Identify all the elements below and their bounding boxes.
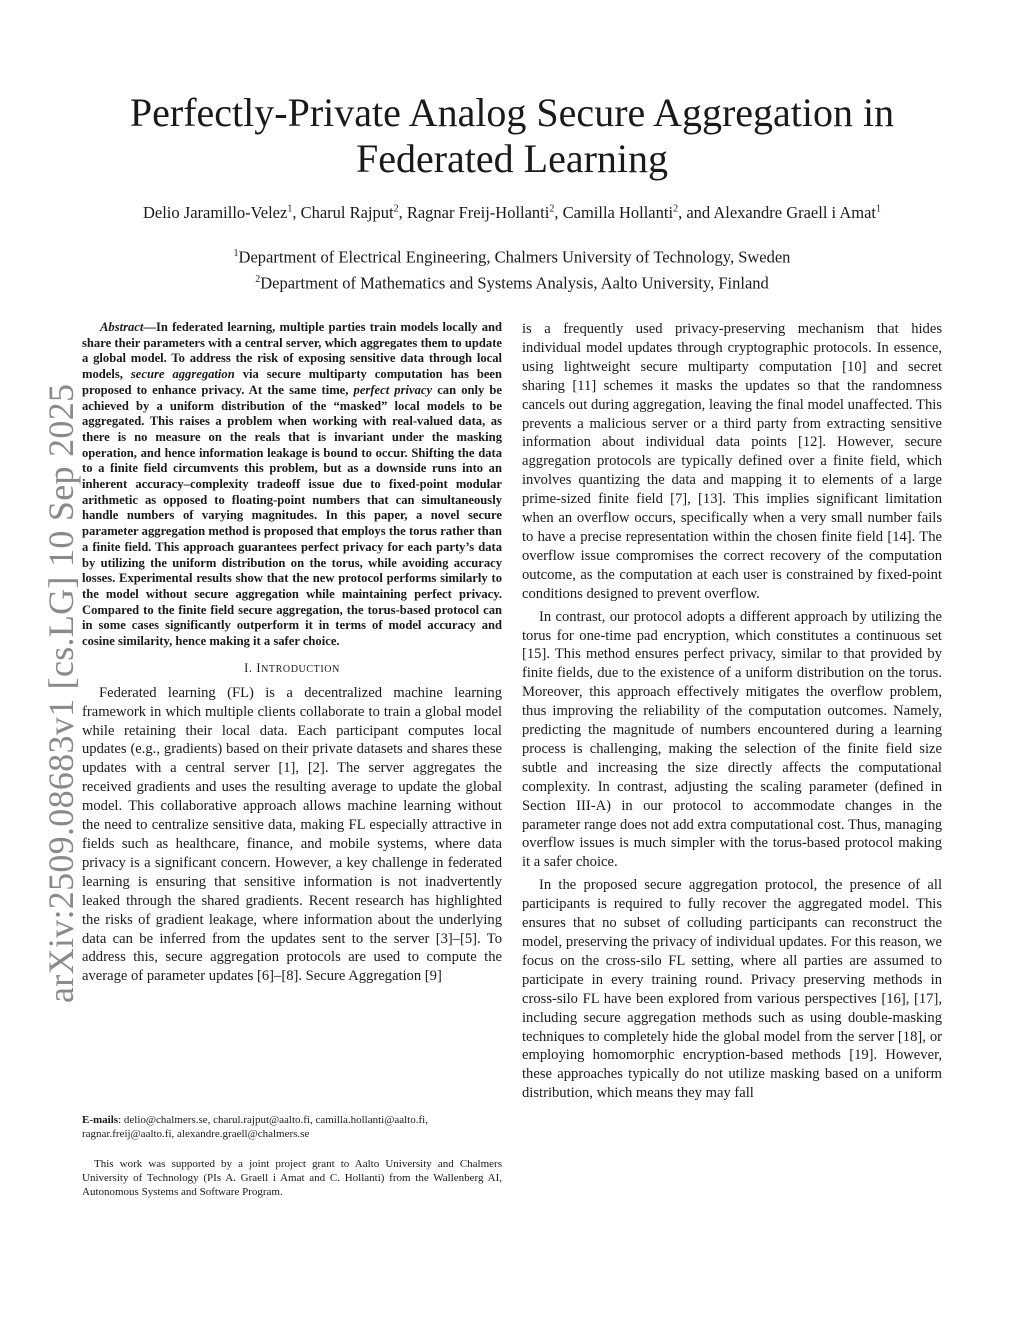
affiliation-text: Department of Mathematics and Systems Analysis, Aalto University, Finland bbox=[260, 273, 769, 292]
affiliation-list bbox=[60, 243, 964, 294]
affiliation-number: 2 bbox=[255, 273, 261, 285]
author-name: Ragnar Freij-Hollanti bbox=[406, 203, 550, 222]
author-separator: , bbox=[292, 203, 301, 222]
right-column bbox=[522, 320, 942, 1103]
author-affiliation-mark: 2 bbox=[549, 203, 555, 215]
author-name: Charul Rajput bbox=[300, 203, 394, 222]
title-line-2: Federated Learning bbox=[355, 136, 669, 181]
author-name: Camilla Hollanti bbox=[562, 203, 674, 222]
abstract-emphasis: secure aggregation bbox=[130, 367, 235, 382]
footnote-funding: This work was supported by a joint project grant to Aalto University and Chalmers University of Technology (PIs A. Graell i Amat and C. Hollanti) from the Wallenberg AI, Autonomous Systems and Software Program. bbox=[82, 1158, 502, 1198]
author-separator: , bbox=[554, 203, 563, 222]
abstract-heading: Abstract bbox=[100, 320, 144, 334]
affiliation-text: Department of Electrical Engineering, Chalmers University of Technology, Sweden bbox=[238, 247, 791, 267]
abstract-dash: — bbox=[143, 320, 156, 334]
arxiv-identifier-stamp[interactable]: arXiv:2509.08683v1 [cs.LG] 10 Sep 2025 bbox=[41, 383, 81, 1003]
author-name: Delio Jaramillo-Velez bbox=[142, 203, 288, 222]
author-name: Alexandre Graell i Amat bbox=[713, 203, 877, 222]
emails-label: E-mails bbox=[82, 1114, 119, 1126]
abstract-emphasis: perfect privacy bbox=[353, 382, 433, 397]
author-separator: , and bbox=[678, 203, 714, 222]
paper-title bbox=[100, 90, 924, 182]
section-heading-introduction bbox=[82, 661, 502, 676]
author-affiliation-mark: 1 bbox=[287, 203, 293, 215]
author-affiliation-mark: 1 bbox=[876, 203, 882, 215]
affiliation-line bbox=[60, 269, 964, 295]
emails-line: ragnar.freij@aalto.fi, alexandre.graell@chalmers.se bbox=[82, 1128, 310, 1140]
footnote-emails bbox=[82, 1113, 502, 1141]
section-title-initial: I bbox=[256, 660, 262, 675]
affiliation-number: 1 bbox=[233, 248, 239, 259]
affiliation-line bbox=[60, 243, 964, 269]
author-affiliation-mark: 2 bbox=[673, 203, 679, 215]
section-number: I. bbox=[244, 660, 257, 675]
left-column bbox=[82, 320, 502, 986]
footnotes bbox=[82, 1113, 502, 1199]
emails-colon: : bbox=[118, 1114, 124, 1126]
title-line-1: Perfectly-Private Analog Secure Aggregation in bbox=[129, 90, 895, 135]
body-paragraph: In the proposed secure aggregation protocol, the presence of all participants is required to fully recover the aggregated model. This ensures that no subset of colluding participants can reconstruct the model, preserving the privacy of individual updates. For this reason, we focus on the cross-silo FL setting, where all parties are assumed to participate in every training round. Privacy preserving methods in cross-silo FL have been explored from various perspectives [16], [17], including secure aggregation methods such as using double-masking techniques to completely hide the global model from the server [18], or employing homomorphic encryption-based methods [19]. However, these approaches typically do not utilize masking based on a uniform distribution, which means they may fall bbox=[522, 877, 942, 1102]
abstract-text: via secure multiparty computation has been proposed to enhance privacy. At the same time, bbox=[82, 367, 503, 397]
emails-line: delio@chalmers.se, charul.rajput@aalto.fi, camilla.hollanti@aalto.fi, bbox=[123, 1114, 428, 1126]
abstract bbox=[82, 320, 502, 650]
author-list bbox=[60, 203, 964, 223]
introduction-paragraph: Federated learning (FL) is a decentralized machine learning framework in which multiple clients collaborate to train a global model while retaining their local data. Each participant computes local updates (e.g., gradients) based on their private datasets and shares these updates with a central server [1], [2]. The server aggregates the received gradients and uses the resulting average to update the global model. This collaborative approach allows machine learning without the need to centralize sensitive data, making FL especially attractive in fields such as healthcare, finance, and mobile systems, where data privacy is a significant concern. However, a key challenge in federated learning is ensuring that sensitive information is not inadvertently leaked through the shared gradients. Recent research has highlighted the risks of gradient leakage, where information about the underlying data can be inferred from the updates sent to the server [3]–[5]. To address this, secure aggregation protocols are used to compute the average of parameter updates [6]–[8]. Secure Aggregation [9] bbox=[82, 684, 502, 985]
abstract-text: In federated learning, multiple parties train models locally and share their parameters with a central server, which aggregates them to update a global model. To address the risk of exposing sensitive data through local models, bbox=[82, 320, 502, 382]
section-title-rest: NTRODUCTION bbox=[261, 663, 340, 675]
body-paragraph: In contrast, our protocol adopts a different approach by utilizing the torus for one-time pad encryption, which constitutes a continuous set [15]. This method ensures perfect privacy, similar to that provided by finite fields, due to the existence of a uniform distribution on the torus. Moreover, this approach effectively mitigates the overflow problem, thus improving the reliability of the computation outcomes. Namely, predicting the magnitude of numbers encountered during a learning process is challenging, making the selection of the finite field size subtle and increasing the size directly affects the computational complexity. In contrast, adjusting the scaling parameter (defined in Section III-A) in our protocol to accommodate changes in the parameter range does not add extra computational cost. Thus, managing overflow issues is much simpler with the torus-based protocol making it a safer choice. bbox=[522, 608, 942, 871]
author-affiliation-mark: 2 bbox=[393, 203, 399, 215]
author-separator: , bbox=[398, 203, 407, 222]
abstract-text: can only be achieved by a uniform distribution of the “masked” local models to be aggregated. This raises a problem when working with real-valued data, as there is no measure on the reals that is invariant under the masking operation, and hence information leakage is bound to occur. Shifting the data to a finite field circumvents this problem, but as a downside runs into an inherent accuracy–complexity tradeoff issue due to fixed-point modular arithmetic as opposed to floating-point numbers that can simultaneously handle numbers of varying magnitudes. In this paper, a novel secure parameter aggregation method is proposed that employs the torus rather than a finite field. This approach guarantees perfect privacy for each party’s data by utilizing the uniform distribution on the torus, while avoiding accuracy losses. Experimental results show that the new protocol performs similarly to the model without secure aggregation while maintaining perfect privacy. Compared to the finite field secure aggregation, the torus-based protocol can in some cases significantly outperform it in terms of model accuracy and cosine similarity, hence making it a safer choice. bbox=[82, 382, 502, 649]
body-paragraph: is a frequently used privacy-preserving mechanism that hides individual model updates through cryptographic protocols. In essence, using lightweight secure multiparty computation [10] and secret sharing [11] schemes it masks the updates so that the randomness cancels out during aggregation, leaving the final model unaffected. This prevents a malicious server or a third party from extracting sensitive information about individual data points [12]. However, secure aggregation protocols are typically defined over a finite field, which involves quantizing the data and mapping it to elements of a large prime-sized finite field [7], [13]. This implies significant limitation when an overflow occurs, specifically when a very small number fails to have a precise representation within the chosen finite field [14]. The overflow issue compromises the correct recovery of the computation outcome, as the computation at each user is constrained by fixed-point conditions designed to prevent overflow. bbox=[522, 321, 942, 602]
